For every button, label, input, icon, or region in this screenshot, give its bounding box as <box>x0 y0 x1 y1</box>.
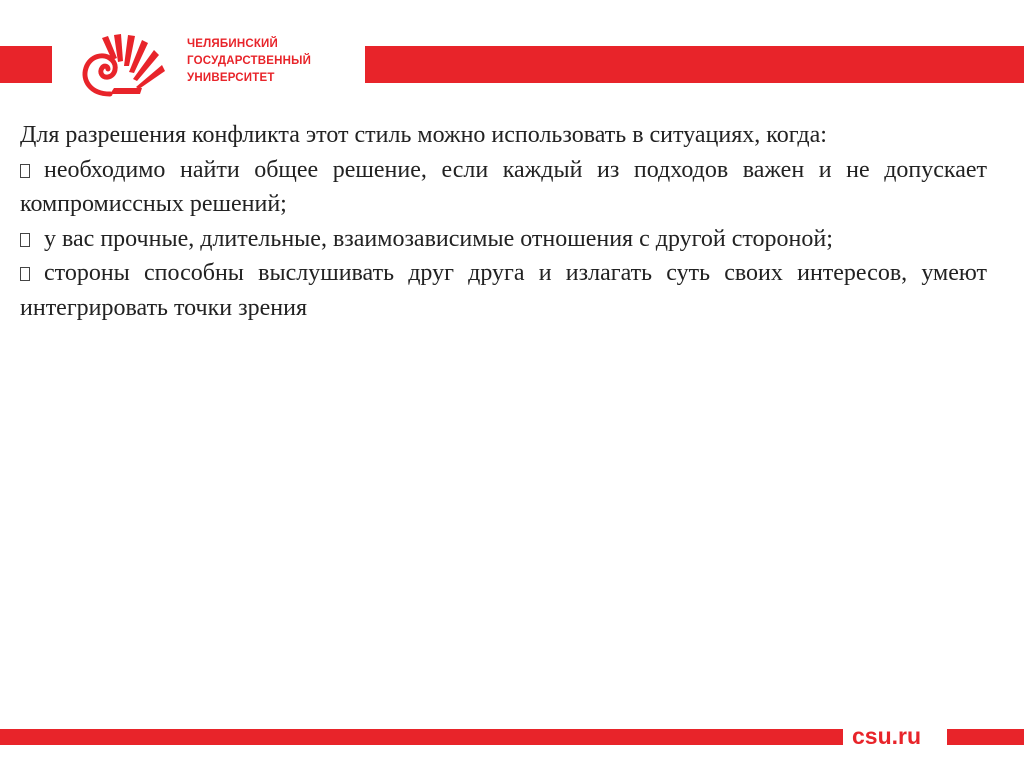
slide-body <box>20 118 987 325</box>
intro-text: Для разрешения конфликта этот стиль можно использовать в ситуациях, когда: <box>20 122 827 148</box>
square-bullet-icon <box>20 233 30 247</box>
list-item <box>20 256 987 325</box>
university-name-line: ЧЕЛЯБИНСКИЙ <box>187 38 278 50</box>
list-item <box>20 222 987 257</box>
csu-logo-icon <box>80 32 180 100</box>
square-bullet-icon <box>20 267 30 281</box>
footer-bar-right <box>947 729 1024 745</box>
header-bar-left <box>0 46 52 83</box>
university-name <box>187 36 357 87</box>
header-bar-right <box>365 46 1024 83</box>
university-name-line: ГОСУДАРСТВЕННЫЙ <box>187 55 312 67</box>
site-link[interactable]: csu.ru <box>852 723 922 749</box>
list-item-text: стороны способны выслушивать друг друга и излагать суть своих интересов, умеют интегрировать точки зрения <box>20 260 987 321</box>
square-bullet-icon <box>20 164 30 178</box>
university-name-line: УНИВЕРСИТЕТ <box>187 72 275 84</box>
footer-bar-left <box>0 729 843 745</box>
list-item-text: необходимо найти общее решение, если каждый из подходов важен и не допускает компромиссных решений; <box>20 156 987 217</box>
list-item-text: у вас прочные, длительные, взаимозависимые отношения с другой стороной; <box>44 225 833 252</box>
list-item <box>20 153 987 222</box>
